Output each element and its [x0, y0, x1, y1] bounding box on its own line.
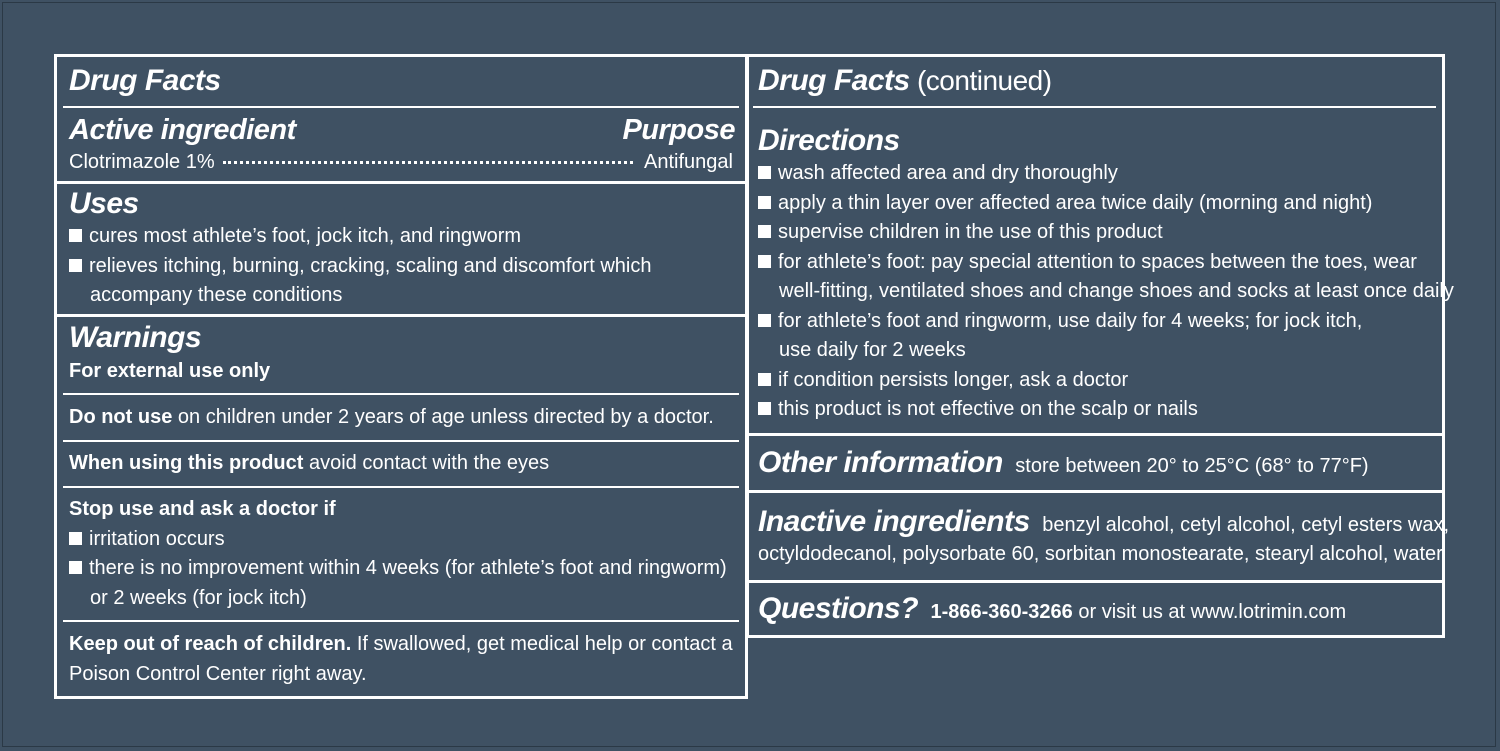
- title-rule: [753, 106, 1436, 108]
- questions-heading: Questions?: [758, 592, 919, 625]
- bullet-square-icon: [758, 166, 771, 179]
- when-using-warning: When using this product avoid contact with the eyes: [69, 452, 550, 474]
- list-item: irritation occurs: [69, 525, 727, 555]
- list-item-continuation: accompany these conditions: [90, 284, 343, 306]
- inactive-ingredients-box: [746, 490, 1450, 583]
- list-item: for athlete’s foot and ringworm, use daily for 4 weeks; for jock itch,: [758, 307, 1454, 337]
- drug-facts-continued-title: Drug Facts (continued): [758, 64, 1052, 97]
- warnings-rule: [63, 440, 739, 442]
- ingredient-purpose: Antifungal: [644, 151, 733, 173]
- other-information-heading: Other information: [758, 446, 1003, 479]
- uses-heading: Uses: [69, 187, 139, 220]
- list-item: there is no improvement within 4 weeks (for athlete’s foot and ringworm): [69, 554, 727, 584]
- other-information-box: [746, 433, 1445, 493]
- bullet-square-icon: [69, 259, 82, 272]
- bullet-square-icon: [758, 402, 771, 415]
- inactive-ingredients: Inactive ingredients benzyl alcohol, cetyl alcohol, cetyl esters wax,: [758, 505, 1450, 538]
- list-item: this product is not effective on the scalp or nails: [758, 395, 1454, 425]
- bullet-square-icon: [758, 373, 771, 386]
- drug-facts-title: Drug Facts: [69, 64, 221, 97]
- list-item: wash affected area and dry thoroughly: [758, 159, 1454, 189]
- directions-section: [758, 123, 1454, 425]
- ingredient-name: Clotrimazole 1%: [69, 151, 215, 173]
- inactive-ingredients-heading: Inactive ingredients: [758, 505, 1030, 538]
- list-item: if condition persists longer, ask a doctor: [758, 366, 1454, 396]
- list-item: relieves itching, burning, cracking, scaling and discomfort which: [69, 252, 652, 282]
- list-item-continuation: well-fitting, ventilated shoes and change shoes and socks at least once daily: [779, 280, 1454, 302]
- list-item: supervise children in the use of this product: [758, 218, 1454, 248]
- list-item: cures most athlete’s foot, jock itch, and ringworm: [69, 222, 652, 252]
- website-text: or visit us at www.lotrimin.com: [1072, 601, 1347, 623]
- questions-line: [758, 591, 1346, 628]
- bullet-square-icon: [758, 196, 771, 209]
- section-divider: [57, 181, 745, 184]
- drug-facts-panel-right: [746, 54, 1454, 436]
- purpose-heading: Purpose: [622, 114, 735, 146]
- list-item-continuation: or 2 weeks (for jock itch): [90, 586, 307, 609]
- bullet-square-icon: [758, 255, 771, 268]
- drug-facts-panel-left: [54, 54, 748, 699]
- bullet-square-icon: [758, 314, 771, 327]
- warnings-heading: Warnings: [69, 321, 202, 354]
- do-not-use-warning: Do not use on children under 2 years of age unless directed by a doctor.: [69, 406, 714, 428]
- storage-temperature: store between 20° to 25°C (68° to 77°F): [1015, 455, 1369, 477]
- list-item: for athlete’s foot: pay special attention to spaces between the toes, wear: [758, 248, 1454, 278]
- warnings-rule: [63, 486, 739, 488]
- warnings-rule: [63, 393, 739, 395]
- title-rule: [63, 106, 739, 108]
- list-item-continuation: use daily for 2 weeks: [779, 339, 966, 361]
- other-information: [758, 445, 1369, 482]
- external-use-notice: For external use only: [69, 360, 271, 382]
- phone-number: 1-866-360-3266: [930, 601, 1073, 623]
- stop-use-section: [69, 495, 727, 613]
- inactive-ingredients-continuation: octyldodecanol, polysorbate 60, sorbitan monostearate, stearyl alcohol, water: [758, 543, 1443, 565]
- bullet-square-icon: [69, 532, 82, 545]
- dotted-leader: [223, 161, 633, 164]
- bullet-square-icon: [758, 225, 771, 238]
- questions-box: [746, 580, 1445, 638]
- bullet-square-icon: [69, 561, 82, 574]
- uses-section: [69, 186, 652, 311]
- keep-out-of-reach-warning: Keep out of reach of children. If swallowed, get medical help or contact a Poison Control Center right away.: [69, 633, 733, 685]
- warnings-rule: [63, 620, 739, 622]
- stop-use-heading: Stop use and ask a doctor if: [69, 498, 336, 520]
- active-ingredient-heading: Active ingredient: [69, 114, 296, 146]
- directions-heading: Directions: [758, 124, 900, 157]
- list-item: apply a thin layer over affected area twice daily (morning and night): [758, 189, 1454, 219]
- bullet-square-icon: [69, 229, 82, 242]
- section-divider: [57, 314, 745, 317]
